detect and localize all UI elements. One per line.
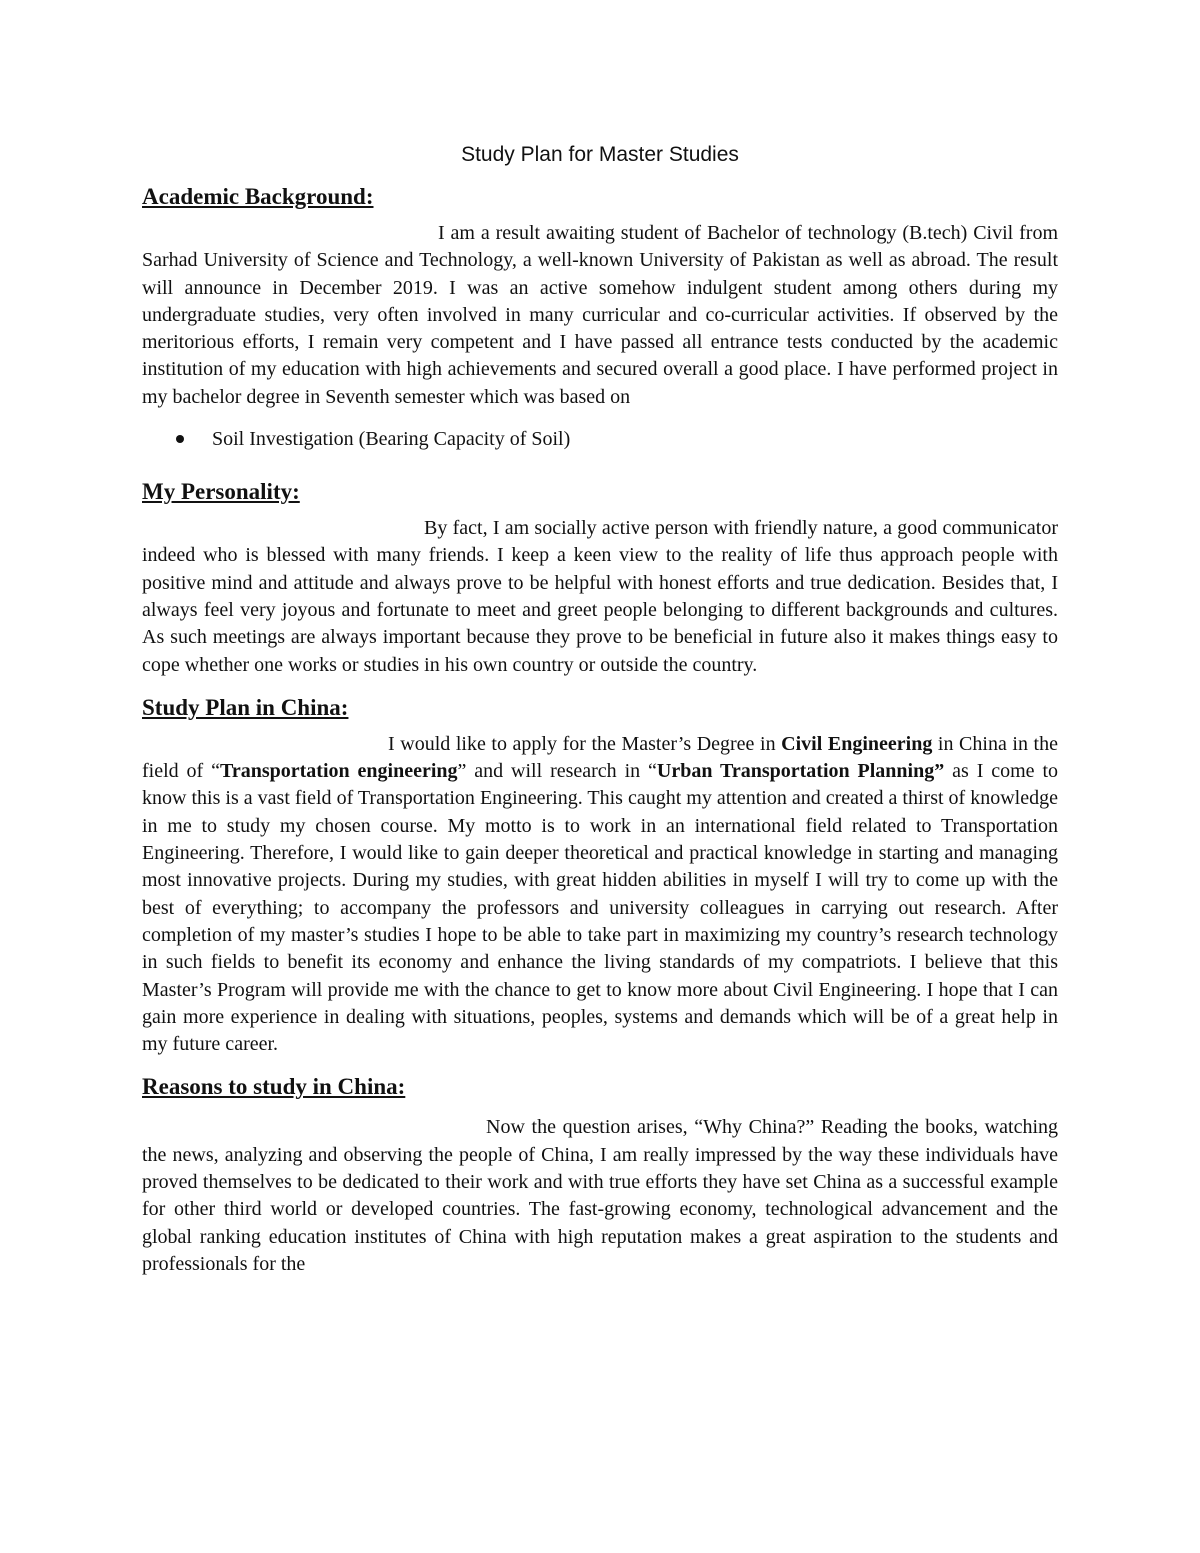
- bullet-icon: [176, 435, 184, 443]
- heading-academic-background: Academic Background:: [142, 184, 374, 209]
- document-title: Study Plan for Master Studies: [461, 143, 739, 166]
- academic-text: I am a result awaiting student of Bachelor of technology (B.tech) Civil from Sarhad University of Science and Technology, a well-known University of Pakistan as well as abroad. The result will announce in December 2019. I was an active somehow indulgent student among others during my undergraduate studies, very often involved in many curricular and co-curricular activities. If observed by the meritorious efforts, I remain very competent and I have passed all entrance tests conducted by the academic institution of my education with high achievements and secured overall a good place. I have performed project in my bachelor degree in Seventh semester which was based on: [142, 222, 1058, 408]
- plan-bold-urban-transportation: Urban Transportation Planning”: [656, 760, 945, 783]
- plan-text-1: I would like to apply for the Master’s Degree in: [388, 732, 782, 755]
- paragraph-reasons-china: [142, 1114, 1058, 1278]
- plan-bold-transportation-engineering: Transportation engineering: [219, 760, 458, 783]
- personality-text: By fact, I am socially active person with friendly nature, a good communicator indeed who is blessed with many friends. I keep a keen view to the reality of life thus approach people with positive mind and attitude and always prove to be helpful with honest efforts and true dedication. Besides that, I always feel very joyous and fortunate to meet and greet people belonging to different backgrounds and cultures. As such meetings are always important because they prove to be beneficial in future also it makes things easy to cope whether one works or studies in his own country or outside the country.: [142, 517, 1058, 676]
- document-page: [142, 140, 1058, 1278]
- list-item: [142, 425, 1058, 453]
- heading-study-plan-china: Study Plan in China:: [142, 694, 349, 720]
- bullet-text: Soil Investigation (Bearing Capacity of Soil): [212, 428, 571, 451]
- plan-text-4: as I come to know this is a vast field of Transportation Engineering. This caught my attention and created a thirst of knowledge in me to study my chosen course. My motto is to work in an international field related to Transportation Engineering. Therefore, I would like to gain deeper theoretical and practical knowledge in starting and managing most innovative projects. During my studies, with great hidden abilities in myself I will try to come up with the best of everything; to accompany the professors and university colleagues in carrying out research. After completion of my master’s studies I hope to be able to take part in maximizing my country’s research technology in such fields to benefit its economy and enhance the living standards of my compatriots. I believe that this Master’s Program will provide me with the chance to get to know more about Civil Engineering. I hope that I can gain more experience in dealing with situations, peoples, systems and demands which will be of a great help in my future career.: [142, 760, 1059, 1056]
- paragraph-academic-background: [142, 220, 1058, 411]
- reasons-text: Now the question arises, “Why China?” Reading the books, watching the news, analyzing and observing the people of China, I am really impressed by the way these individuals have proved themselves to be dedicated to their work and with true efforts they have set China as a successful example for other third world or developed countries. The fast-growing economy, technological advancement and the global ranking education institutes of China with high reputation makes a great aspiration to the students and professionals for the: [142, 1116, 1058, 1275]
- paragraph-study-plan-china: [142, 731, 1058, 1059]
- heading-my-personality: My Personality:: [142, 479, 300, 505]
- plan-text-3: ” and will research in “: [457, 760, 657, 783]
- plan-bold-civil-engineering: Civil Engineering: [781, 732, 933, 755]
- project-bullet-list: [142, 425, 1058, 453]
- paragraph-my-personality: [142, 515, 1058, 679]
- heading-reasons-china: Reasons to study in China:: [142, 1074, 406, 1100]
- plan-text-2: in China in the field of “: [142, 732, 1058, 783]
